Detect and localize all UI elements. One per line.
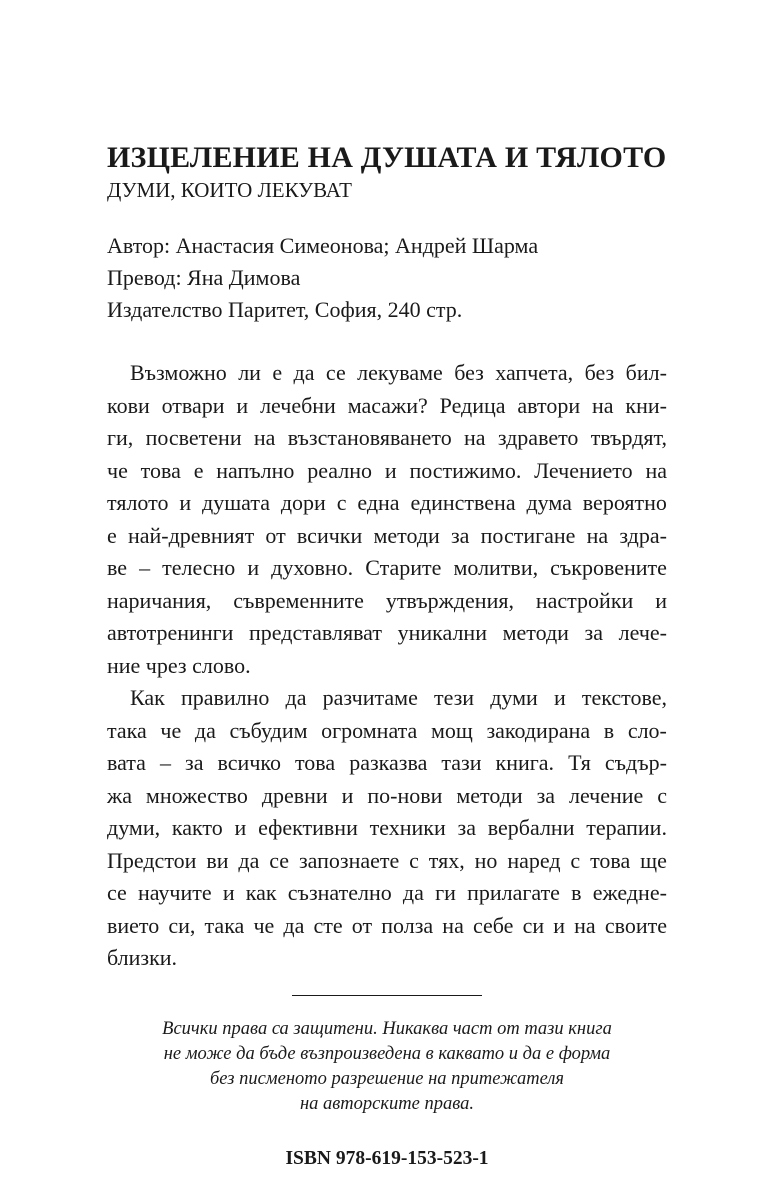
- word: да: [283, 912, 305, 938]
- word: се: [269, 847, 290, 873]
- word: текстове,: [581, 685, 667, 710]
- word: древни: [261, 782, 328, 808]
- word: както: [171, 815, 223, 840]
- word: полза: [381, 912, 434, 938]
- word: да: [194, 717, 216, 743]
- text-line: [107, 455, 667, 488]
- section-divider: [292, 995, 482, 996]
- text-line: [107, 812, 667, 845]
- word: на: [645, 457, 667, 483]
- word: че: [160, 717, 182, 743]
- word: сте: [313, 912, 343, 938]
- word: представляват: [249, 620, 382, 645]
- word: бил-: [625, 360, 667, 385]
- word: с: [570, 847, 581, 873]
- text-line: [107, 845, 667, 878]
- publisher-line: Издателство Паритет, София, 240 стр.: [107, 297, 463, 322]
- word: ви: [206, 847, 229, 873]
- word: здра-: [619, 522, 667, 548]
- word: от: [351, 912, 373, 938]
- word: една: [357, 490, 400, 515]
- word: и: [247, 555, 260, 580]
- word: в: [603, 717, 615, 743]
- text-line: [107, 715, 667, 748]
- word: жа: [107, 782, 132, 808]
- word: с: [336, 490, 347, 515]
- word: и: [553, 685, 566, 710]
- word: да: [402, 880, 424, 905]
- word: Възможно: [130, 360, 227, 385]
- word: да: [285, 685, 307, 710]
- translator-line: Превод: Яна Димова: [107, 265, 301, 290]
- word: но: [474, 847, 498, 873]
- word: за: [185, 750, 204, 775]
- copyright-line: Всички права са защитени. Никаква част от тази книга: [162, 1018, 612, 1039]
- word: дори: [280, 490, 326, 515]
- book-metadata: [107, 230, 667, 326]
- word: разчитаме: [322, 685, 418, 710]
- word: че: [107, 457, 128, 483]
- word: Старите: [365, 555, 442, 580]
- word: наред: [507, 847, 561, 873]
- authors-line: Автор: Анастасия Симеонова; Андрей Шарма: [107, 233, 539, 258]
- word: и: [234, 815, 247, 840]
- word: прилагате: [467, 880, 560, 905]
- copyright-line: не може да бъде възпроизведена в каквато и да е форма: [163, 1043, 611, 1064]
- word: всички: [296, 522, 363, 548]
- word: правилно: [180, 685, 270, 710]
- word: автори: [517, 392, 581, 418]
- word: настройки: [535, 587, 634, 613]
- word: това: [294, 750, 336, 775]
- word: за: [450, 522, 470, 548]
- book-subtitle: ДУМИ, КОИТО ЛЕКУВАТ: [107, 178, 352, 202]
- word: ги: [435, 880, 456, 905]
- text-line: близки.: [107, 945, 178, 970]
- word: методи: [456, 782, 523, 808]
- word: ги,: [107, 425, 134, 450]
- text-line: [107, 422, 667, 455]
- word: ве: [107, 555, 128, 580]
- word: душата: [202, 490, 270, 515]
- word: Как: [130, 685, 165, 710]
- word: съдър-: [604, 750, 667, 775]
- word: и: [384, 457, 397, 483]
- word: и: [179, 490, 192, 515]
- word: се: [325, 360, 346, 385]
- copyright-line: на авторските права.: [299, 1093, 475, 1114]
- word: утвърждения,: [385, 587, 514, 613]
- word: за: [536, 782, 556, 808]
- word: по-нови: [367, 782, 443, 808]
- word: с: [657, 782, 667, 808]
- word: твърдят,: [590, 425, 667, 450]
- word: в: [571, 880, 582, 905]
- word: тази: [441, 750, 482, 775]
- text-line: [107, 747, 667, 780]
- word: отвари: [161, 392, 225, 418]
- description-paragraph-1: [107, 357, 667, 682]
- word: себе: [472, 912, 514, 938]
- word: Редица: [439, 392, 506, 418]
- word: ще: [640, 847, 667, 873]
- word: на: [591, 392, 614, 418]
- word: разказва: [349, 750, 428, 775]
- isbn: ISBN 978-619-153-523-1: [285, 1147, 489, 1169]
- word: съвременните: [233, 587, 364, 613]
- word: без: [584, 360, 615, 385]
- word: телесно: [162, 555, 236, 580]
- word: така: [107, 717, 147, 743]
- word: да: [238, 847, 260, 873]
- text-line: [107, 357, 667, 390]
- word: мощ: [430, 717, 473, 743]
- text-line: [107, 682, 667, 715]
- word: така: [204, 912, 245, 938]
- text-line: [107, 910, 667, 943]
- word: лекуваме: [357, 360, 443, 385]
- word: ежедне-: [592, 880, 667, 905]
- word: ефективни: [258, 815, 358, 840]
- copyright-notice: [107, 1017, 667, 1117]
- word: Предстои: [107, 847, 197, 873]
- text-line: [107, 552, 667, 585]
- text-line: [107, 617, 667, 650]
- word: за: [457, 815, 476, 840]
- text-line: [107, 520, 667, 553]
- word: с: [409, 847, 419, 873]
- text-line: [107, 585, 667, 618]
- text-line: [107, 487, 667, 520]
- word: техники: [369, 815, 446, 840]
- word: думи: [490, 685, 538, 710]
- word: терапии.: [586, 815, 667, 840]
- word: това: [140, 457, 181, 483]
- description-paragraph-2: [107, 682, 667, 975]
- text-line: ние чрез слово.: [107, 652, 251, 678]
- word: събудим: [229, 717, 308, 743]
- word: своите: [604, 912, 667, 938]
- word: за: [584, 620, 604, 645]
- word: –: [139, 555, 151, 580]
- word: книга.: [495, 750, 555, 775]
- word: тях,: [428, 847, 465, 873]
- word: масажи?: [347, 392, 428, 418]
- book-title: ИЗЦЕЛЕНИЕ НА ДУШАТА И ТЯЛОТО: [107, 141, 667, 174]
- word: постигане: [480, 522, 576, 548]
- word: как: [245, 880, 277, 905]
- word: ли: [238, 360, 261, 385]
- word: съзнателно: [287, 880, 392, 905]
- word: методи: [502, 620, 569, 645]
- word: вероятно: [582, 490, 667, 515]
- word: най-древният: [127, 522, 255, 548]
- word: единствена: [410, 490, 516, 515]
- word: се: [107, 880, 127, 905]
- text-line: [107, 390, 667, 423]
- word: –: [159, 750, 171, 775]
- word: вата: [107, 750, 146, 775]
- word: и: [655, 587, 667, 613]
- word: молитви,: [453, 555, 539, 580]
- word: реално: [307, 457, 373, 483]
- word: на: [464, 425, 486, 450]
- word: на: [253, 425, 276, 450]
- word: здравето: [497, 425, 579, 450]
- word: думи,: [107, 815, 161, 840]
- word: лечение: [568, 782, 644, 808]
- word: е: [107, 522, 117, 548]
- word: уникални: [397, 620, 487, 645]
- text-line: [107, 877, 667, 910]
- word: възстановяването: [287, 425, 452, 450]
- word: си,: [168, 912, 196, 938]
- word: посветени: [145, 425, 242, 450]
- copyright-line: без писменото разрешение на притежателя: [209, 1068, 565, 1089]
- word: и: [341, 782, 354, 808]
- word: вието: [107, 912, 160, 938]
- word: сло-: [627, 717, 667, 743]
- word: духовно.: [271, 555, 354, 580]
- word: хапчета,: [495, 360, 574, 385]
- book-info-page: [107, 140, 667, 1171]
- word: на: [574, 912, 596, 938]
- word: множество: [145, 782, 248, 808]
- word: да: [293, 360, 315, 385]
- word: е: [272, 360, 283, 385]
- word: автотренинги: [107, 620, 234, 645]
- word: и: [236, 392, 249, 418]
- word: кни-: [625, 392, 667, 418]
- word: съкровените: [550, 555, 667, 580]
- word: лече-: [618, 620, 667, 645]
- word: научите: [138, 880, 212, 905]
- word: и: [222, 880, 235, 905]
- word: огромната: [321, 717, 418, 743]
- word: от: [265, 522, 286, 548]
- word: е: [193, 457, 204, 483]
- word: на: [442, 912, 464, 938]
- word: дума: [526, 490, 572, 515]
- word: лечебни: [260, 392, 336, 418]
- word: тялото: [107, 490, 169, 515]
- word: че: [253, 912, 275, 938]
- text-line: [107, 780, 667, 813]
- word: без: [454, 360, 484, 385]
- word: закодирана: [486, 717, 591, 743]
- word: тези: [433, 685, 475, 710]
- word: това: [590, 847, 631, 873]
- word: постижимо.: [409, 457, 522, 483]
- word: всичко: [217, 750, 281, 775]
- word: напълно: [216, 457, 295, 483]
- word: запознаете: [298, 847, 400, 873]
- word: вербални: [487, 815, 575, 840]
- word: Тя: [568, 750, 591, 775]
- word: методи: [373, 522, 440, 548]
- word: кови: [107, 392, 150, 418]
- word: си: [522, 912, 545, 938]
- description: [107, 357, 667, 975]
- word: наричания,: [107, 587, 212, 613]
- word: на: [586, 522, 609, 548]
- word: Лечението: [534, 457, 633, 483]
- word: и: [553, 912, 566, 938]
